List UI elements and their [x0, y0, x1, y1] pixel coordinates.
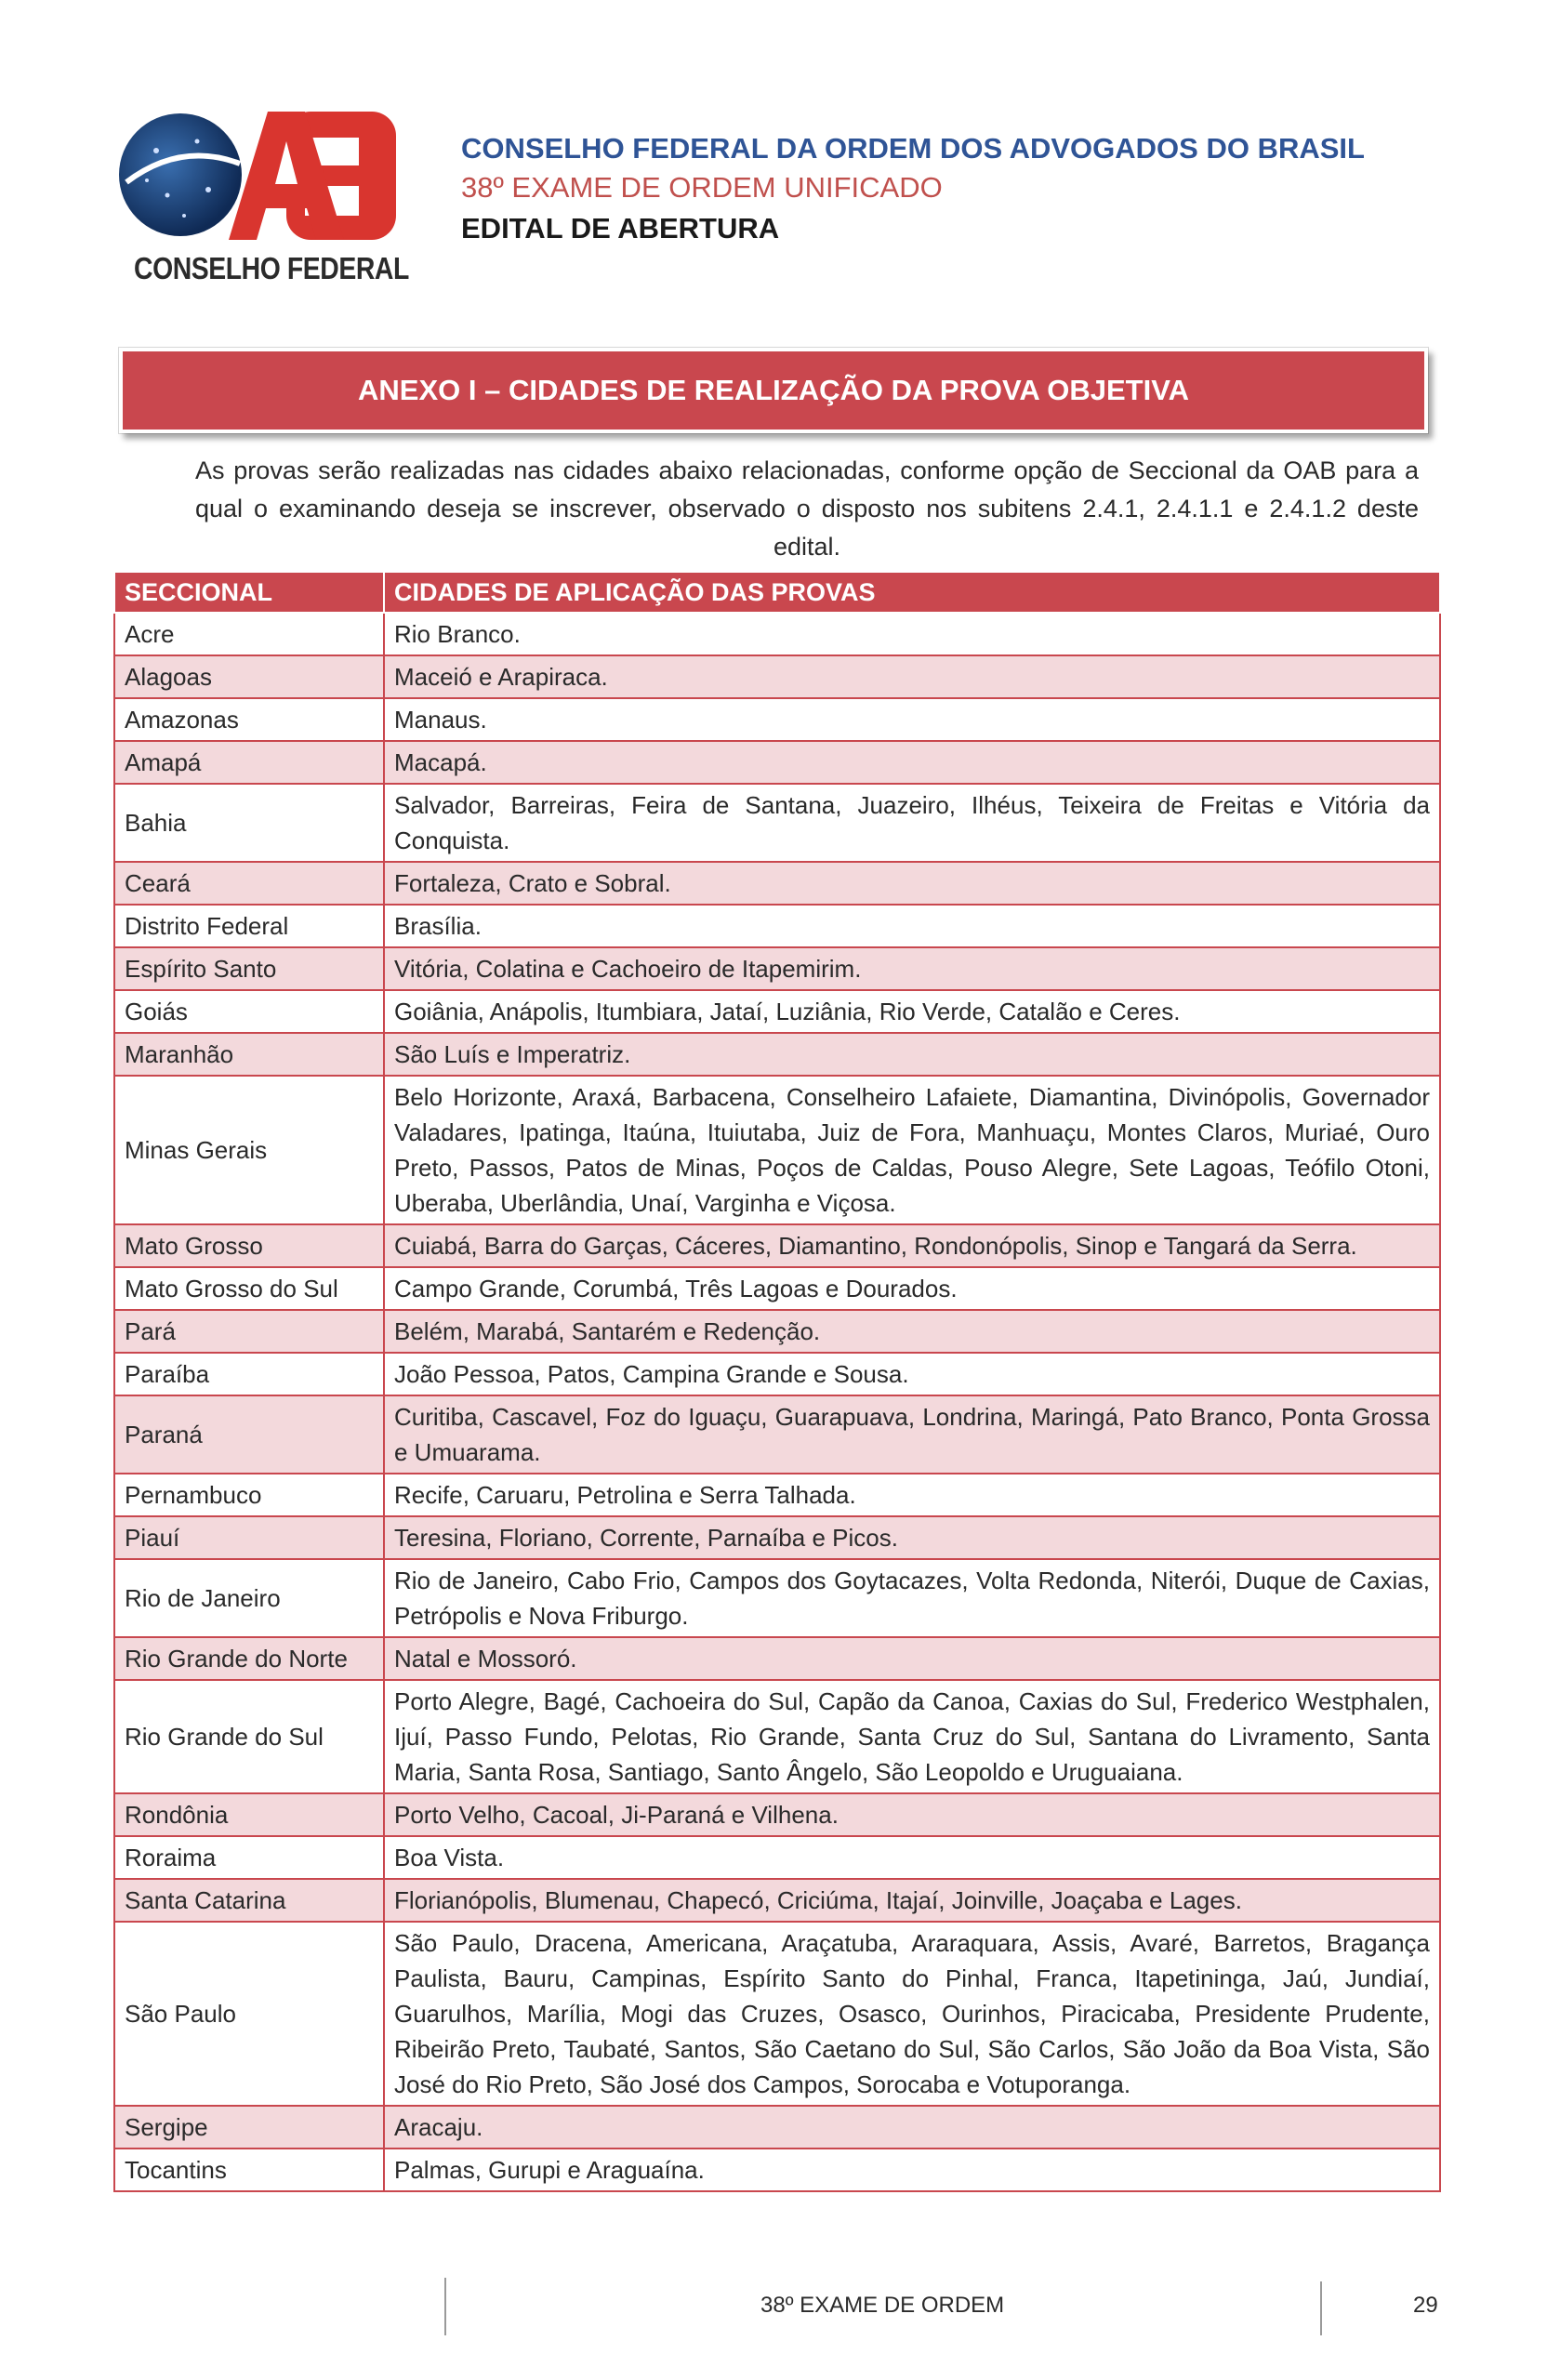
cities-cell: Macapá. [384, 741, 1440, 784]
seccional-cell: Espírito Santo [114, 947, 384, 990]
seccional-cell: Paraíba [114, 1353, 384, 1395]
cities-cell: Salvador, Barreiras, Feira de Santana, Juazeiro, Ilhéus, Teixeira de Freitas e Vitória da Conquista. [384, 784, 1440, 862]
cities-cell: Porto Velho, Cacoal, Ji-Paraná e Vilhena. [384, 1793, 1440, 1836]
document-header [119, 104, 1439, 299]
table-header-row [114, 572, 1440, 613]
seccional-cell: Pará [114, 1310, 384, 1353]
header-text [461, 132, 1365, 245]
table-row [114, 655, 1440, 698]
table-row [114, 1922, 1440, 2106]
seccional-cell: Mato Grosso do Sul [114, 1267, 384, 1310]
oab-logo [119, 104, 416, 290]
cities-cell: Florianópolis, Blumenau, Chapecó, Criciúma, Itajaí, Joinville, Joaçaba e Lages. [384, 1879, 1440, 1922]
seccional-cell: Sergipe [114, 2106, 384, 2149]
footer-title: 38º EXAME DE ORDEM [760, 2293, 1005, 2318]
seccional-cell: Rio Grande do Sul [114, 1680, 384, 1793]
cities-cell: Rio Branco. [384, 613, 1440, 655]
cities-cell: São Luís e Imperatriz. [384, 1033, 1440, 1076]
cities-cell: Belo Horizonte, Araxá, Barbacena, Conselheiro Lafaiete, Diamantina, Divinópolis, Governador Valadares, Ipatinga, Itaúna, Ituiutaba, Juiz de Fora, Manhuaçu, Montes Claros, Muriaé, Ouro Preto, Passos, Patos de Minas, Poços de Caldas, Pouso Alegre, Sete Lagoas, Teófilo Otoni, Uberaba, Uberlândia, Unaí, Varginha e Viçosa. [384, 1076, 1440, 1224]
table-row [114, 1516, 1440, 1559]
cities-cell: Palmas, Gurupi e Araguaína. [384, 2149, 1440, 2191]
cities-cell: Manaus. [384, 698, 1440, 741]
seccional-cell: Rio Grande do Norte [114, 1637, 384, 1680]
seccional-cell: Mato Grosso [114, 1224, 384, 1267]
table-row [114, 1310, 1440, 1353]
table-row [114, 698, 1440, 741]
page-number: 29 [1413, 2293, 1438, 2318]
table-row [114, 1879, 1440, 1922]
cities-cell: Goiânia, Anápolis, Itumbiara, Jataí, Luziânia, Rio Verde, Catalão e Ceres. [384, 990, 1440, 1033]
table-row [114, 1033, 1440, 1076]
cities-cell: Cuiabá, Barra do Garças, Cáceres, Diamantino, Rondonópolis, Sinop e Tangará da Serra. [384, 1224, 1440, 1267]
table-row [114, 1474, 1440, 1516]
table-row [114, 784, 1440, 862]
table-body [114, 613, 1440, 2191]
seccional-cell: Rondônia [114, 1793, 384, 1836]
table-row [114, 613, 1440, 655]
table-row [114, 1353, 1440, 1395]
cities-cell: Natal e Mossoró. [384, 1637, 1440, 1680]
cities-cell: Porto Alegre, Bagé, Cachoeira do Sul, Capão da Canoa, Caxias do Sul, Frederico Westphalen, Ijuí, Passo Fundo, Pelotas, Rio Grande, Santa Cruz do Sul, Santana do Livramento, Santa Maria, Santa Rosa, Santiago, Santo Ângelo, São Leopoldo e Uruguaiana. [384, 1680, 1440, 1793]
intro-paragraph: As provas serão realizadas nas cidades abaixo relacionadas, conforme opção de Seccional da OAB para a qual o examinando deseja se inscrever, observado o disposto nos subitens 2.4.1, 2.4.1.1 e 2.4.1.2 deste edital. [195, 456, 1419, 561]
table-row [114, 905, 1440, 947]
seccional-cell: Paraná [114, 1395, 384, 1474]
oab-logo-graphic [119, 104, 416, 253]
seccional-cell: Pernambuco [114, 1474, 384, 1516]
column-header-cidades: CIDADES DE APLICAÇÃO DAS PROVAS [384, 572, 1440, 613]
cities-cell: Campo Grande, Corumbá, Três Lagoas e Dourados. [384, 1267, 1440, 1310]
cities-cell: Recife, Caruaru, Petrolina e Serra Talhada. [384, 1474, 1440, 1516]
cities-cell: Vitória, Colatina e Cachoeiro de Itapemirim. [384, 947, 1440, 990]
table-row [114, 990, 1440, 1033]
seccional-cell: Piauí [114, 1516, 384, 1559]
footer-divider [444, 2278, 446, 2335]
seccional-cell: Amapá [114, 741, 384, 784]
table-row [114, 1395, 1440, 1474]
table-row [114, 1793, 1440, 1836]
cities-cell: Rio de Janeiro, Cabo Frio, Campos dos Goytacazes, Volta Redonda, Niterói, Duque de Caxias, Petrópolis e Nova Friburgo. [384, 1559, 1440, 1637]
table-row [114, 1559, 1440, 1637]
exam-name: 38º EXAME DE ORDEM UNIFICADO [461, 171, 943, 204]
table-row [114, 2106, 1440, 2149]
cities-cell: Boa Vista. [384, 1836, 1440, 1879]
document-type: EDITAL DE ABERTURA [461, 212, 780, 245]
footer-divider [1320, 2281, 1322, 2335]
seccional-cell: Santa Catarina [114, 1879, 384, 1922]
seccional-cell: Bahia [114, 784, 384, 862]
cities-cell: São Paulo, Dracena, Americana, Araçatuba, Araraquara, Assis, Avaré, Barretos, Bragança Paulista, Bauru, Campinas, Espírito Santo do Pinhal, Franca, Itapetininga, Jaú, Jundiaí, Guarulhos, Marília, Mogi das Cruzes, Osasco, Ourinhos, Piracicaba, Presidente Prudente, Ribeirão Preto, Taubaté, Santos, São Caetano do Sul, São Carlos, São João da Boa Vista, São José do Rio Preto, São José dos Campos, Sorocaba e Votuporanga. [384, 1922, 1440, 2106]
seccional-cell: Tocantins [114, 2149, 384, 2191]
annex-title: ANEXO I – CIDADES DE REALIZAÇÃO DA PROVA OBJETIVA [358, 374, 1189, 406]
cities-cell: Aracaju. [384, 2106, 1440, 2149]
table-row [114, 1680, 1440, 1793]
seccional-cell: Roraima [114, 1836, 384, 1879]
table-row [114, 862, 1440, 905]
column-header-seccional: SECCIONAL [114, 572, 384, 613]
table-row [114, 947, 1440, 990]
seccional-cell: Amazonas [114, 698, 384, 741]
seccional-cell: Acre [114, 613, 384, 655]
cities-cell: Fortaleza, Crato e Sobral. [384, 862, 1440, 905]
table-row [114, 741, 1440, 784]
seccional-cell: Ceará [114, 862, 384, 905]
cities-cell: Curitiba, Cascavel, Foz do Iguaçu, Guarapuava, Londrina, Maringá, Pato Branco, Ponta Grossa e Umuarama. [384, 1395, 1440, 1474]
table-row [114, 1076, 1440, 1224]
table-row [114, 1637, 1440, 1680]
cities-cell: Brasília. [384, 905, 1440, 947]
seccional-cell: Goiás [114, 990, 384, 1033]
cities-cell: Maceió e Arapiraca. [384, 655, 1440, 698]
cities-cell: João Pessoa, Patos, Campina Grande e Sousa. [384, 1353, 1440, 1395]
table-row [114, 1224, 1440, 1267]
cities-cell: Belém, Marabá, Santarém e Redenção. [384, 1310, 1440, 1353]
logo-subtitle: CONSELHO FEDERAL [134, 251, 409, 285]
page-footer [0, 2268, 1560, 2343]
table-row [114, 1836, 1440, 1879]
seccional-cell: Alagoas [114, 655, 384, 698]
cities-table [113, 571, 1441, 2192]
annex-title-banner [119, 348, 1428, 433]
organization-name: CONSELHO FEDERAL DA ORDEM DOS ADVOGADOS DO BRASIL [461, 132, 1365, 165]
cities-cell: Teresina, Floriano, Corrente, Parnaíba e Picos. [384, 1516, 1440, 1559]
seccional-cell: Maranhão [114, 1033, 384, 1076]
table-row [114, 1267, 1440, 1310]
seccional-cell: São Paulo [114, 1922, 384, 2106]
table-row [114, 2149, 1440, 2191]
seccional-cell: Minas Gerais [114, 1076, 384, 1224]
seccional-cell: Rio de Janeiro [114, 1559, 384, 1637]
seccional-cell: Distrito Federal [114, 905, 384, 947]
